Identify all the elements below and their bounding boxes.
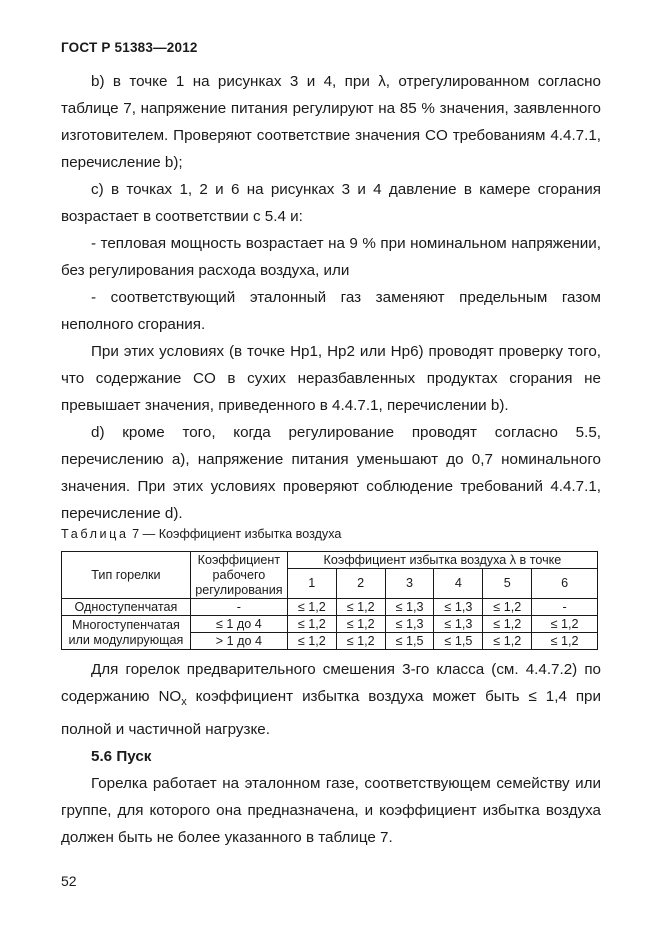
- header-point-5: 5: [483, 569, 532, 599]
- row-value: ≤ 1,2: [287, 599, 336, 616]
- paragraph-c: c) в точках 1, 2 и 6 на рисунках 3 и 4 давление в камере сгорания возрастает в соответствии с 5.4 и:: [61, 181, 601, 225]
- header-air-excess-group: Коэффициент избытка воздуха λ в точке: [287, 552, 597, 569]
- row-value: ≤ 1,5: [434, 633, 483, 650]
- paragraph-conditions: При этих условиях (в точке Hp1, Hp2 или Hp6) проводят проверку того, что содержание CO в сухих неразбавленных продуктах сгорания не превышает значения, приведенного в 4.4.7.1, перечислении b).: [61, 343, 601, 414]
- table-caption-title: 7 — Коэффициент избытка воздуха: [128, 527, 342, 541]
- air-excess-table: [61, 551, 598, 650]
- row-value: ≤ 1,2: [532, 633, 598, 650]
- row-value: ≤ 1,2: [287, 633, 336, 650]
- header-point-4: 4: [434, 569, 483, 599]
- row-value: ≤ 1,2: [336, 616, 385, 633]
- row-burner-type: Одноступенчатая: [62, 599, 191, 616]
- table-row: [62, 599, 598, 616]
- row-value: ≤ 1,2: [483, 616, 532, 633]
- row-value: ≤ 1,5: [385, 633, 434, 650]
- paragraph-c-item-1: - тепловая мощность возрастает на 9 % при номинальном напряжении, без регулирования расхода воздуха, или: [61, 235, 601, 279]
- paragraph-c-item-2: - соответствующий эталонный газ заменяют предельным газом неполного сгорания.: [61, 289, 601, 333]
- row-value: -: [532, 599, 598, 616]
- section-heading: 5.6 Пуск: [91, 748, 152, 766]
- header-point-3: 3: [385, 569, 434, 599]
- row-regulation-coefficient: -: [190, 599, 287, 616]
- row-regulation-coefficient: ≤ 1 до 4: [190, 616, 287, 633]
- document-header: ГОСТ Р 51383—2012: [61, 40, 198, 55]
- row-value: ≤ 1,2: [336, 633, 385, 650]
- row-value: ≤ 1,2: [483, 633, 532, 650]
- row-burner-type: Многоступенчатая или модулирующая: [62, 616, 191, 650]
- section-text: Горелка работает на эталонном газе, соответствующем семейству или группе, для которого она предназначена, и коэффициент избытка воздуха должен быть не более указанного в таблице 7.: [61, 775, 601, 847]
- row-value: ≤ 1,2: [336, 599, 385, 616]
- row-regulation-coefficient: > 1 до 4: [190, 633, 287, 650]
- page-number: 52: [61, 873, 77, 889]
- row-value: ≤ 1,2: [287, 616, 336, 633]
- table-caption-word: Таблица: [61, 527, 129, 541]
- table-caption: [61, 527, 341, 541]
- header-regulation-coefficient: Коэффициент рабочего регулирования: [190, 552, 287, 599]
- row-value: ≤ 1,3: [385, 599, 434, 616]
- table-row: [62, 616, 598, 633]
- header-point-2: 2: [336, 569, 385, 599]
- premix-note-part1: Для горелок предварительного смешения 3-го класса (см. 4.4.7.2) по содержанию NO: [61, 661, 601, 705]
- header-burner-type: Тип горелки: [62, 552, 191, 599]
- row-value: ≤ 1,2: [532, 616, 598, 633]
- premix-note-part2: коэффициент избытка воздуха может быть ≤ 1,4 при полной и частичной нагрузке.: [61, 688, 601, 739]
- body-text: [61, 68, 601, 527]
- paragraph-d: d) кроме того, когда регулирование проводят согласно 5.5, перечислению a), напряжение питания уменьшают до 0,7 номинального значения. При этих условиях проверяют соблюдение требований 4.4.7.1, перечисление d).: [61, 424, 601, 522]
- header-point-6: 6: [532, 569, 598, 599]
- premix-note: [61, 656, 601, 743]
- row-value: ≤ 1,2: [483, 599, 532, 616]
- after-table-text: [61, 656, 601, 851]
- row-value: ≤ 1,3: [434, 616, 483, 633]
- paragraph-b: b) в точке 1 на рисунках 3 и 4, при λ, отрегулированном согласно таблице 7, напряжение питания регулируют на 85 % значения, заявленного изготовителем. Проверяют соответствие значения CO требованиям 4.4.7.1, перечисление b);: [61, 73, 601, 171]
- premix-note-subscript: x: [181, 696, 187, 709]
- row-value: ≤ 1,3: [385, 616, 434, 633]
- header-point-1: 1: [287, 569, 336, 599]
- row-value: ≤ 1,3: [434, 599, 483, 616]
